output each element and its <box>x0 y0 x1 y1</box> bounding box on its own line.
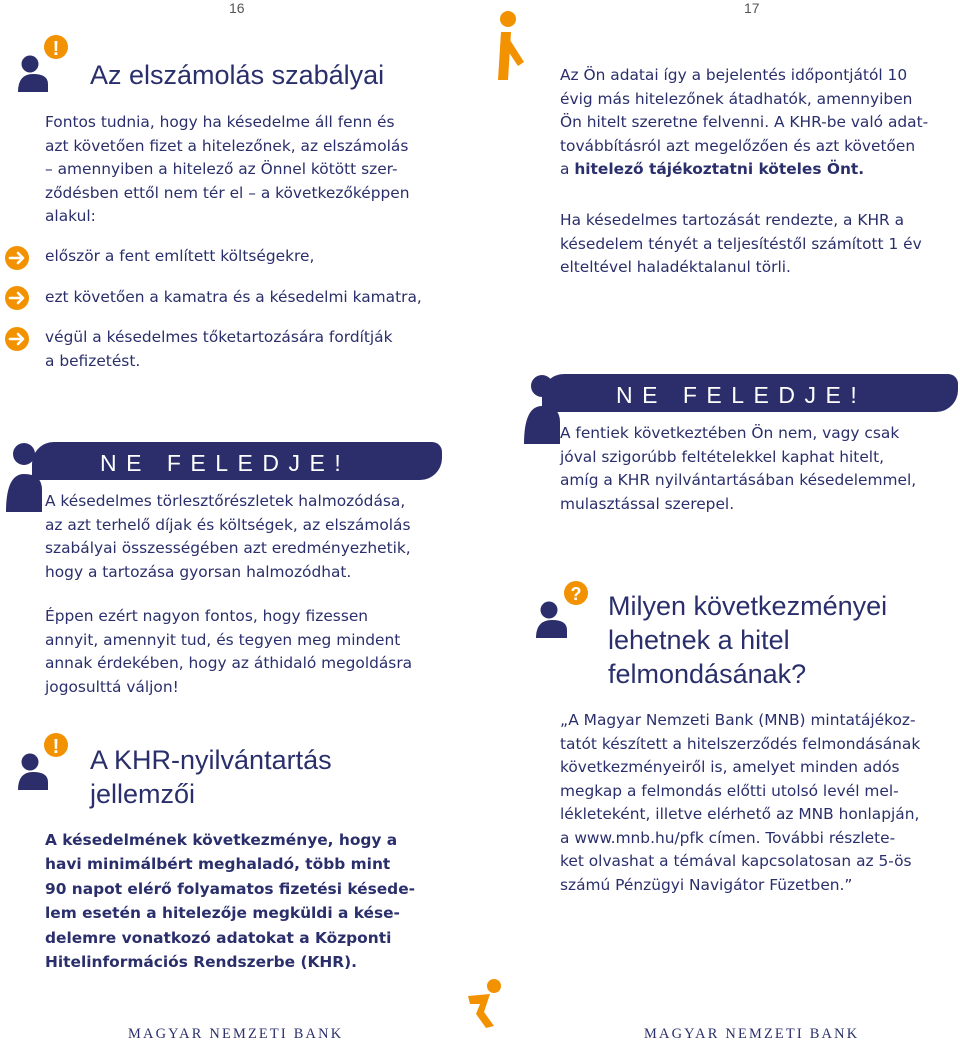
reminder-paragraph-2: Éppen ezért nagyon fontos, hogy fizessen annyit, amennyit tud, és tegyen meg mindent annak érdekében, hogy az áthidaló megoldásra jogosulttá váljon! <box>45 607 413 696</box>
section-title-felmondas: Milyen következményei lehetnek a hitel felmondásának? <box>608 591 888 689</box>
reminder-paragraph-1: A késedelmes törlesztőrészletek halmozódása, az azt terhelő díjak és költségek, az elszámolás szabályai összességében azt eredményezhetik, hogy a tartozása gyorsan halmozódhat. <box>45 492 411 581</box>
list-item: ezt követően a kamatra és a késedelmi kamatra, <box>0 285 480 315</box>
list-item: először a fent említett költségekre, <box>0 243 480 273</box>
running-person-icon <box>464 978 510 1030</box>
right-page <box>480 0 960 1045</box>
arrow-right-circle-icon <box>4 285 30 311</box>
section-title-khr: A KHR-nyilvántartás jellemzői <box>90 745 332 809</box>
list-item: végül a késedelmes tőketartozására fordítják a befizetést. <box>0 326 480 376</box>
arrow-right-circle-icon <box>4 245 30 271</box>
arrow-right-circle-icon <box>4 326 30 352</box>
walking-person-icon <box>492 10 532 82</box>
khr-delete-paragraph: Ha késedelmes tartozását rendezte, a KHR a késedelem tényét a teljesítéstől számított 1 év elteltével haladéktalanul törli. <box>560 211 922 276</box>
mnb-quote-paragraph: „A Magyar Nemzeti Bank (MNB) mintatájékoz- tatót készített a hitelszerződés felmondásának következményeiről is, amelyet minden adós megkap a felmondás előtti utolsó levél mel- lékleteként, illetve elérhető az MNB honlapján, a www.mnb.hu/pfk címen. További részlete- ket olvashat a témával kapcsolatosan az 5-ös számú Pénzügyi Navigátor Füzetben.” <box>560 711 921 894</box>
svg-text:!: ! <box>52 736 60 758</box>
person-exclamation-icon <box>14 34 74 94</box>
khr-bold-paragraph: A késedelmének következménye, hogy a havi minimálbért meghaladó, több mint 90 napot elérő folyamatos fizetési késede- lem esetén a hitelezője megküldi a kése- delemre vonatkozó adatokat a Központi Hitelinformációs Rendszerbe (KHR). <box>45 831 416 972</box>
svg-text:?: ? <box>570 584 582 604</box>
khr-data-paragraph: Az Ön adatai így a bejelentés időpontjától 10 évig más hitelezőnek átadhatók, amennyiben Ön hitelt szeretne felvenni. A KHR-be való adat- továbbításról azt megelőzően és azt követően a hitelező tájékoztatni köteles Önt. <box>560 66 929 178</box>
reminder-paragraph: A fentiek következtében Ön nem, vagy csak jóval szigorúbb feltételekkel kaphat hitelt, amíg a KHR nyilvántartásában késedelemmel, mulasztással szerepel. <box>560 424 917 513</box>
intro-paragraph: Fontos tudnia, hogy ha késedelme áll fenn és azt követően fizet a hitelezőnek, az elszámolás – amennyiben a hitelező az Önnel kötött szer- ződésben ettől nem tér el – a következőképpen alakul: <box>45 113 410 225</box>
footer-mnb: MAGYAR NEMZETI BANK <box>644 1026 860 1042</box>
footer-mnb: MAGYAR NEMZETI BANK <box>128 1026 344 1042</box>
section-title-elszamolas: Az elszámolás szabályai <box>90 60 385 90</box>
ne-feledje-banner: NE FELEDJE! <box>542 374 958 412</box>
person-question-icon <box>532 580 594 640</box>
page-number: 17 <box>744 0 760 16</box>
person-exclamation-icon <box>14 732 74 792</box>
ne-feledje-banner: NE FELEDJE! <box>32 442 442 480</box>
page-number: 16 <box>229 0 245 16</box>
svg-text:!: ! <box>52 38 60 60</box>
